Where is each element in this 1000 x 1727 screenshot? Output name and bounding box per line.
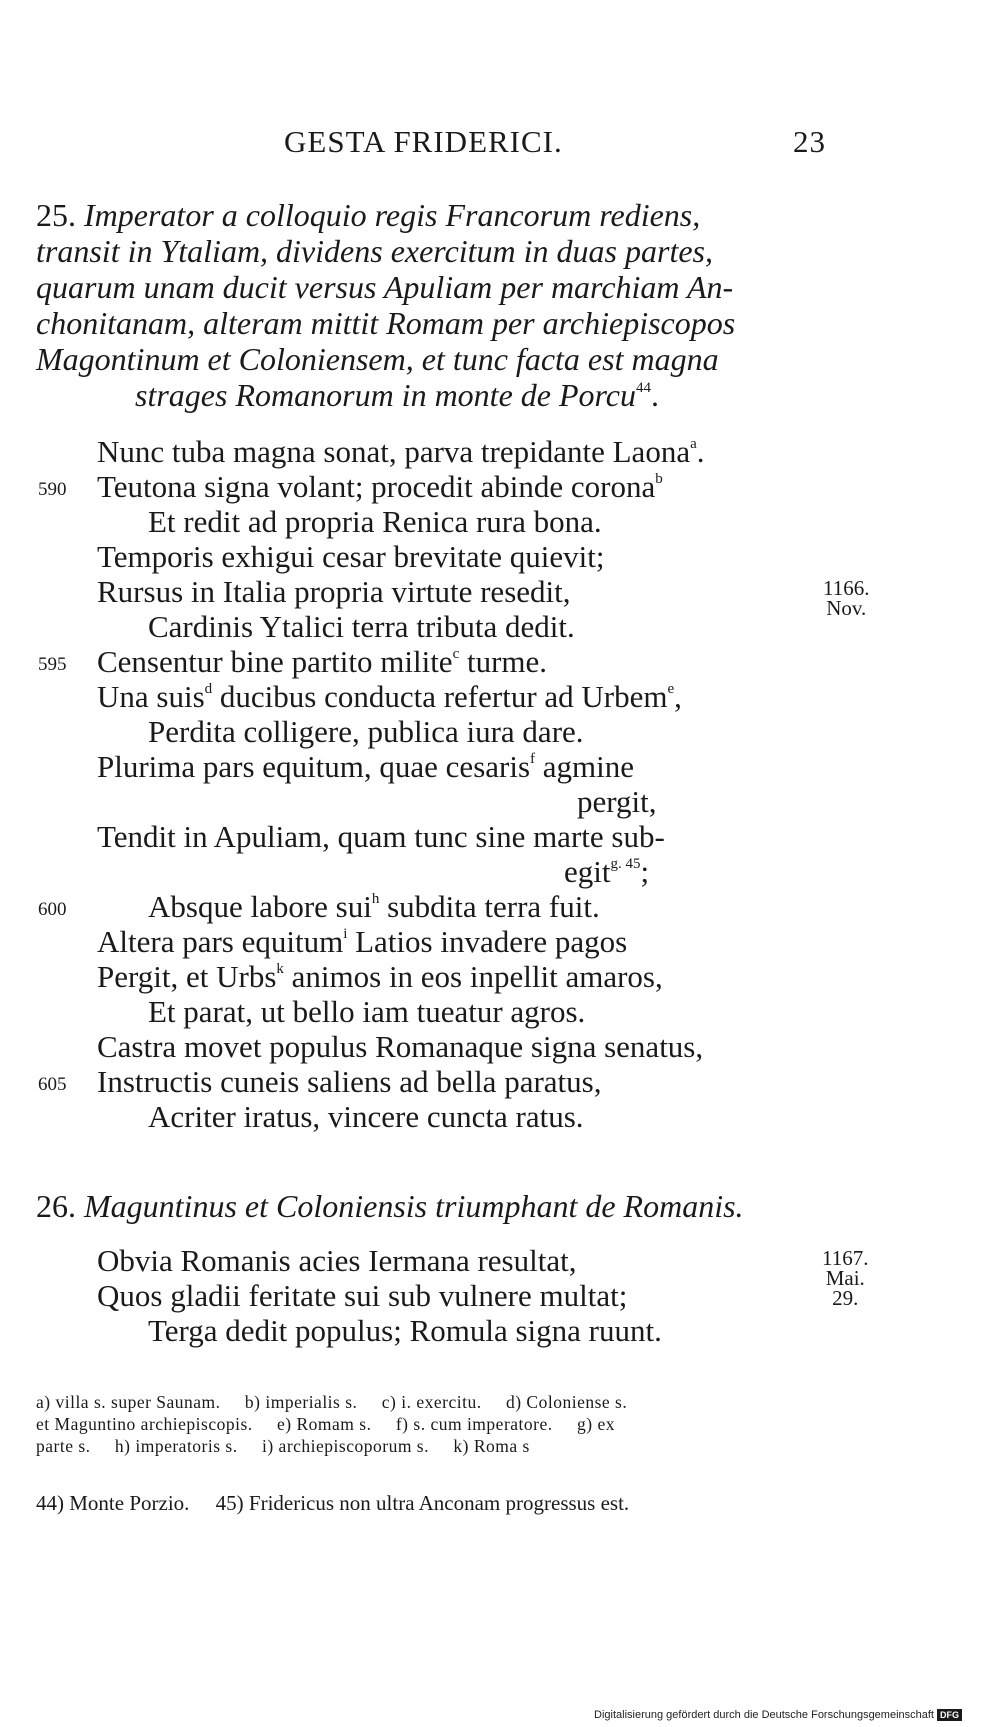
verse-line: Una suis$^d$ ducibus conducta refertur ad Urbem$^e$, [97, 679, 682, 714]
section-26-heading: 26. Maguntinus et Coloniensis triumphant de Romanis. [36, 1188, 744, 1224]
line-number: 600 [38, 899, 67, 920]
verse-line: Temporis exhigui cesar brevitate quievit; [97, 539, 605, 574]
line-number: 590 [38, 479, 67, 500]
verse-line: Acriter iratus, vincere cuncta ratus. [148, 1099, 584, 1134]
note-ref: 44 [635, 380, 651, 396]
line-number: 605 [38, 1074, 67, 1095]
footnote-line: a) villa s. super Saunam. b) imperialis s. c) i. exercitu. d) Coloniense s. [36, 1392, 628, 1412]
verse-line: Rursus in Italia propria virtute resedit, [97, 574, 571, 609]
verse-line: Censentur bine partito milite$^c$ turme. [97, 644, 548, 679]
verse-line: Instructis cuneis saliens ad bella paratus, [97, 1064, 602, 1099]
verse-line: Plurima pars equitum, quae cesaris$^f$ agmine [97, 749, 635, 784]
verse-line: Pergit, et Urbs$^k$ animos in eos inpellit amaros, [97, 959, 663, 994]
footnote-line: parte s. h) imperatoris s. i) archiepiscoporum s. k) Roma s [36, 1436, 530, 1456]
verse-line: Perdita colligere, publica iura dare. [148, 714, 584, 749]
verse-line: Nunc tuba magna sonat, parva trepidante Laona$^a$. [97, 434, 705, 469]
verse-line: Castra movet populus Romanaque signa senatus, [97, 1029, 704, 1064]
margin-date: 1166. Nov. [823, 576, 870, 620]
verse-line: egit$^{g. 45}$; [564, 854, 650, 889]
footnote-line: et Maguntino archiepiscopis. e) Romam s. f) s. cum imperatore. g) ex [36, 1414, 615, 1434]
verse-line: Absque labore sui$^h$ subdita terra fuit. [148, 889, 600, 924]
verse-line: Et redit ad propria Renica rura bona. [148, 504, 602, 539]
margin-date: 1167. Mai. 29. [822, 1246, 869, 1310]
verse-line: Altera pars equitum$^i$ Latios invadere pagos [97, 924, 628, 959]
verse-line: Quos gladii feritate sui sub vulnere multat; [97, 1278, 628, 1313]
digitization-credit: Digitalisierung gefördert durch die Deutsche Forschungsgemeinschaft DFG [594, 1709, 962, 1721]
verse-line: Teutona signa volant; procedit abinde corona$^b$ [97, 469, 663, 504]
running-title: GESTA FRIDERICI. [284, 124, 563, 159]
verse-line: Obvia Romanis acies Iermana resultat, [97, 1243, 577, 1278]
verse-line: Terga dedit populus; Romula signa ruunt. [148, 1313, 662, 1348]
heading-line: Magontinum et Coloniensem, et tunc facta est magna [36, 341, 719, 377]
editorial-notes: 44) Monte Porzio. 45) Fridericus non ultra Anconam progressus est. [36, 1491, 630, 1515]
verse-line: Cardinis Ytalici terra tributa dedit. [148, 609, 575, 644]
verse-line: Et parat, ut bello iam tueatur agros. [148, 994, 586, 1029]
dfg-logo-icon: DFG [937, 1709, 962, 1721]
heading-line: quarum unam ducit versus Apuliam per marchiam An- [36, 269, 734, 305]
heading-line: Imperator a colloquio regis Francorum rediens, [84, 197, 701, 233]
verse-line: pergit, [577, 784, 657, 819]
heading-line: chonitanam, alteram mittit Romam per archiepiscopos [36, 305, 736, 341]
section-number: 25. [36, 197, 76, 233]
page-number: 23 [793, 124, 826, 159]
heading-line: transit in Ytaliam, dividens exercitum in duas partes, [36, 233, 713, 269]
verse-line: Tendit in Apuliam, quam tunc sine marte sub- [97, 819, 665, 854]
section-number: 26. [36, 1188, 76, 1224]
line-number: 595 [38, 654, 67, 675]
heading-line: strages Romanorum in monte de Porcu [135, 377, 636, 413]
